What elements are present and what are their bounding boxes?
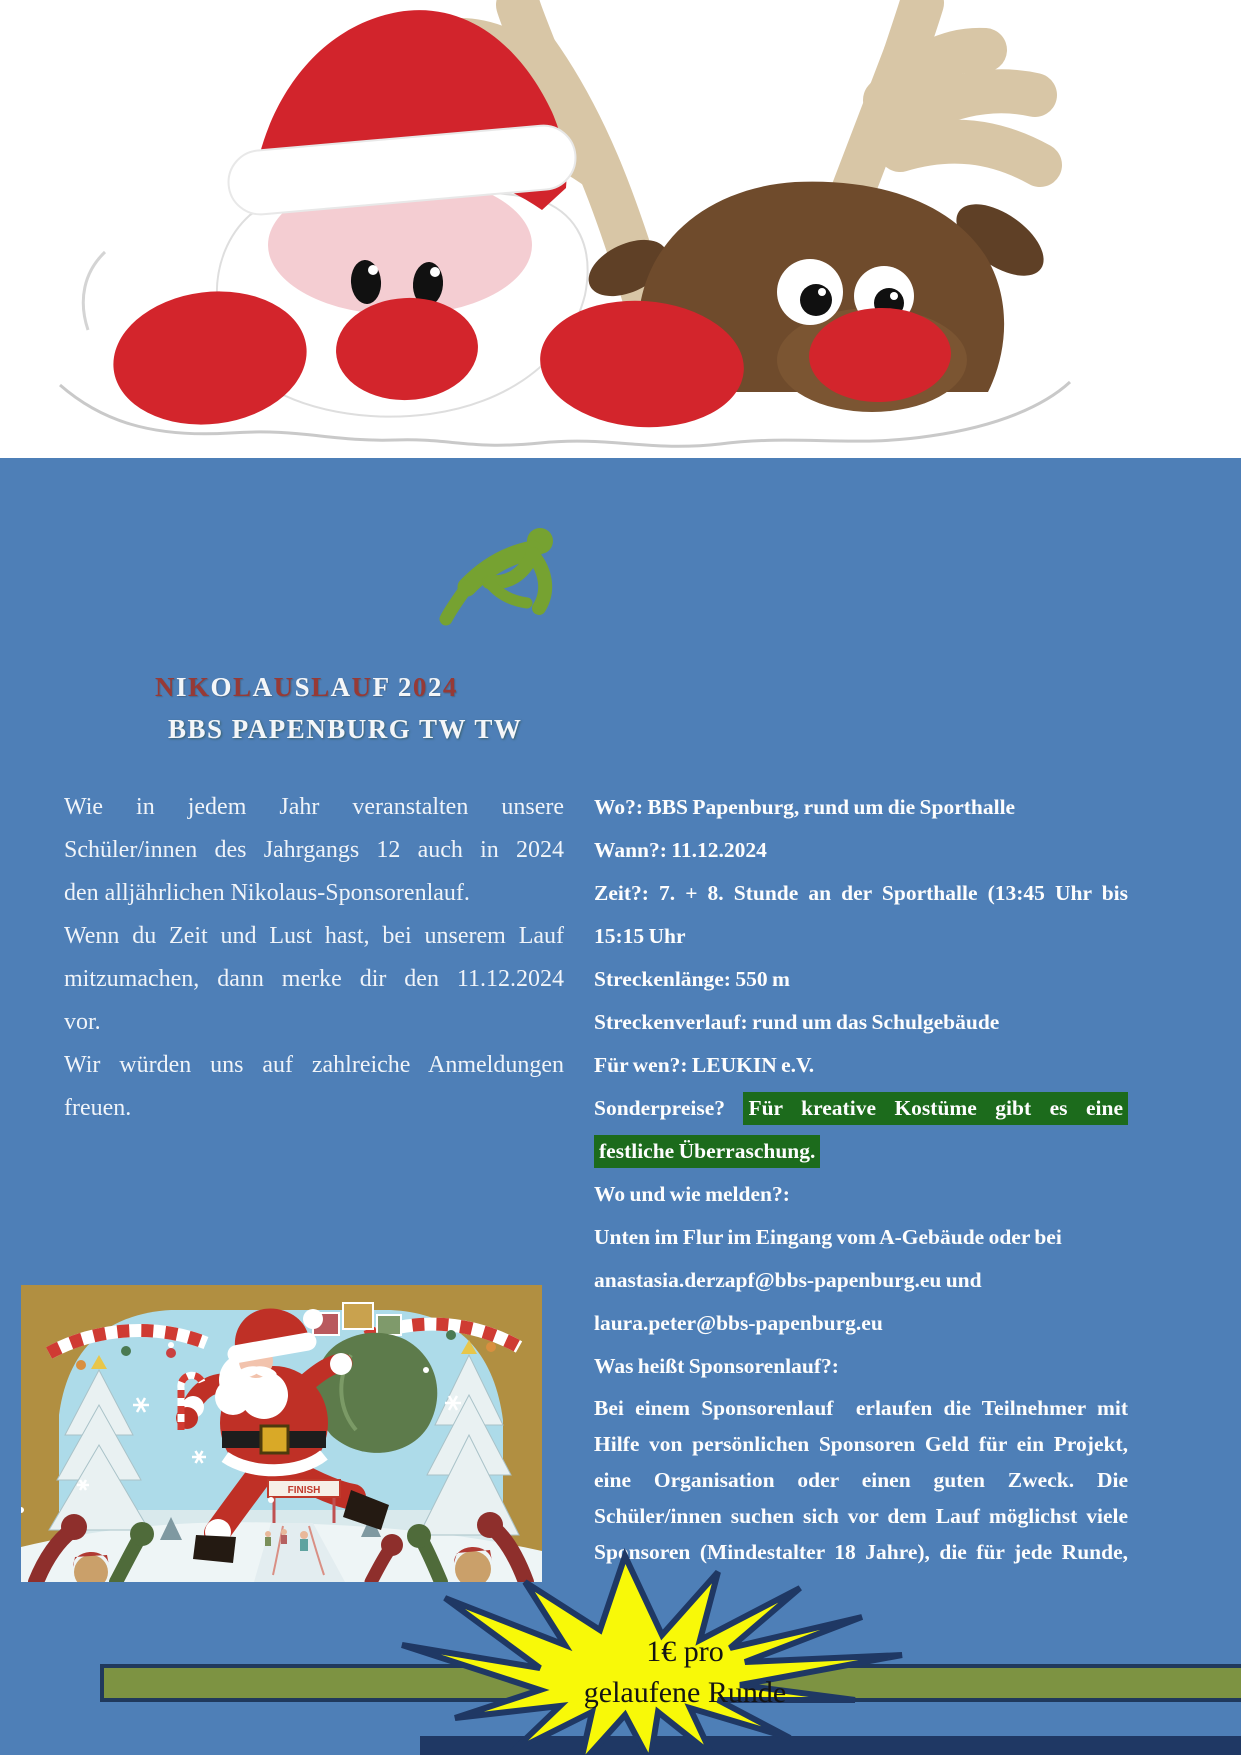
event-details-column: [594, 786, 1128, 1388]
detail-text-line: [594, 1345, 1128, 1388]
title-letter: L: [233, 672, 253, 702]
title-letter: 4: [442, 672, 458, 702]
runner-icon: [437, 524, 562, 646]
santa-reindeer-banner-image: [0, 0, 1241, 458]
title-letter: L: [311, 672, 331, 702]
title-letter: 2: [427, 672, 443, 702]
price-line2: gelaufene Runde: [583, 1676, 787, 1709]
highlighted-text: festliche Überraschung.: [594, 1135, 820, 1168]
sponsor-text-line: Hilfe von persönlichen Sponsoren Geld für ein Projekt,: [594, 1432, 1128, 1456]
detail-text: Wo und wie melden?:: [594, 1182, 790, 1206]
detail-text: Was heißt Sponsorenlauf?:: [594, 1354, 839, 1378]
title-letter: K: [188, 672, 211, 702]
title-letter: 0: [412, 672, 428, 702]
intro-paragraph: [64, 786, 564, 1130]
title-letter: S: [294, 672, 312, 702]
price-starburst: [430, 1550, 950, 1755]
detail-text-line: [594, 1087, 1128, 1130]
page-subtitle: BBS PAPENBURG TW TW: [168, 714, 523, 744]
gift-sack: [315, 1333, 437, 1453]
sponsor-explanation-paragraph: [594, 1390, 1128, 1570]
intro-text-line: Wenn du Zeit und Lust hast, bei unserem Lauf: [64, 923, 564, 949]
title-letter: I: [176, 672, 189, 702]
detail-text: Wann?: 11.12.2024: [594, 838, 767, 862]
detail-text-line: [594, 1302, 1128, 1345]
detail-text: Zeit?: 7. + 8. Stunde an der Sporthalle (13:45 Uhr bis: [594, 881, 1128, 905]
intro-text-line: Wie in jedem Jahr veranstalten unsere: [64, 794, 564, 820]
detail-text: Sonderpreise?: [594, 1096, 744, 1120]
detail-text-line: [594, 1044, 1128, 1087]
price-line1: 1€ pro: [646, 1635, 724, 1668]
detail-text: Unten im Flur im Eingang vom A-Gebäude oder bei: [594, 1225, 1062, 1249]
detail-text: Wo?: BBS Papenburg, rund um die Sporthalle: [594, 795, 1016, 819]
title-letter: F: [372, 672, 390, 702]
intro-text-line: vor.: [64, 1009, 101, 1035]
detail-text: Streckenverlauf: rund um das Schulgebäude: [594, 1010, 1000, 1034]
detail-text-line: [594, 958, 1128, 1001]
detail-text-line: [594, 1173, 1128, 1216]
sponsor-text-line: Schüler/innen suchen sich vor dem Lauf möglichst viele: [594, 1504, 1128, 1528]
detail-text-line: [594, 786, 1128, 829]
intro-text-line: freuen.: [64, 1095, 132, 1121]
title-letter: U: [273, 672, 295, 702]
intro-text-line: Schüler/innen des Jahrgangs 12 auch in 2024: [64, 837, 564, 863]
title-letter: O: [210, 672, 234, 702]
highlighted-text: Für kreative Kostüme gibt es eine: [743, 1092, 1128, 1125]
title-letter: [390, 672, 398, 702]
detail-text-line: [594, 872, 1128, 915]
detail-text: laura.peter@bbs-papenburg.eu: [594, 1311, 883, 1335]
sponsor-text-line: Bei einem Sponsorenlauf erlaufen die Teilnehmer mit: [594, 1396, 1128, 1420]
detail-text: Für wen?: LEUKIN e.V.: [594, 1053, 815, 1077]
title-letter: N: [155, 672, 176, 702]
intro-text-line: Wir würden uns auf zahlreiche Anmeldungen: [64, 1052, 564, 1078]
finish-banner-label: FINISH: [287, 1485, 321, 1496]
detail-text-line: [594, 1259, 1128, 1302]
title-letter: A: [330, 672, 352, 702]
detail-text: Streckenlänge: 550 m: [594, 967, 790, 991]
title-letter: U: [351, 672, 373, 702]
detail-text: 15:15 Uhr: [594, 924, 686, 948]
detail-text-line: [594, 1001, 1128, 1044]
santa-race-image: [21, 1285, 542, 1582]
title-letter: 2: [397, 672, 413, 702]
detail-text-line: [594, 1216, 1128, 1259]
intro-text-line: mitzumachen, dann merke dir den 11.12.2024: [64, 966, 564, 992]
sponsor-text-line: Sponsoren (Mindestalter 18 Jahre), die für jede Runde,: [594, 1540, 1128, 1564]
page-title: [155, 666, 675, 708]
intro-text-line: den alljährlichen Nikolaus-Sponsorenlauf.: [64, 880, 470, 906]
detail-text-line: [594, 915, 1128, 958]
detail-text-line: [594, 1130, 1128, 1173]
title-letter: A: [252, 672, 274, 702]
sponsor-text-line: eine Organisation oder einen guten Zweck. Die: [594, 1468, 1128, 1492]
detail-text: anastasia.derzapf@bbs-papenburg.eu und: [594, 1268, 982, 1292]
detail-text-line: [594, 829, 1128, 872]
title-block: [155, 666, 675, 750]
